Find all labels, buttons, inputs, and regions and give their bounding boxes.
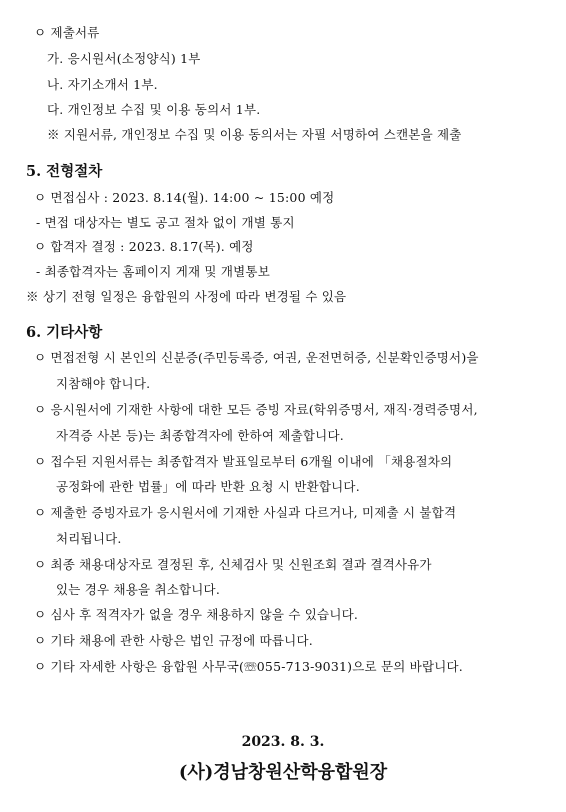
- section6-line-12: ㅇ 기타 채용에 관한 사항은 법인 규정에 따릅니다.: [34, 633, 313, 648]
- submission-note: ※ 지원서류, 개인정보 수집 및 이용 동의서는 자필 서명하여 스캔본을 제출: [47, 127, 462, 142]
- section6-line-6: 공정화에 관한 법률」에 따라 반환 요청 시 반환합니다.: [56, 479, 360, 494]
- section5-line-1: ㅇ 면접심사 : 2023. 8.14(월). 14:00 ~ 15:00 예정: [34, 190, 335, 205]
- section6-line-11: ㅇ 심사 후 적격자가 없을 경우 채용하지 않을 수 있습니다.: [34, 607, 359, 622]
- section5-heading: 5. 전형절차: [26, 163, 103, 180]
- submission-item-1: 가. 응시원서(소정양식) 1부: [47, 51, 201, 66]
- section6-line-4: 자격증 사본 등)는 최종합격자에 한하여 제출합니다.: [56, 428, 344, 443]
- section6-line-7: ㅇ 제출한 증빙자료가 응시원서에 기재한 사실과 다르거나, 미제출 시 불합격: [34, 505, 457, 520]
- section6-line-5: ㅇ 접수된 지원서류는 최종합격자 발표일로부터 6개월 이내에 「채용절차의: [34, 454, 453, 469]
- section6-line-2: 지참해야 합니다.: [56, 376, 151, 391]
- section5-line-4: - 최종합격자는 홈페이지 게재 및 개별통보: [36, 264, 270, 279]
- section5-line-2: - 면접 대상자는 별도 공고 절차 없이 개별 통지: [36, 215, 295, 230]
- section5-note: ※ 상기 전형 일정은 융합원의 사정에 따라 변경될 수 있음: [26, 289, 347, 304]
- section6-line-8: 처리됩니다.: [56, 531, 122, 546]
- section5-line-3: ㅇ 합격자 결정 : 2023. 8.17(목). 예정: [34, 239, 254, 254]
- organization-name: (사)경남창원산학융합원장: [178, 762, 388, 783]
- section6-line-10: 있는 경우 채용을 취소합니다.: [56, 582, 220, 597]
- submission-item-3: 다. 개인정보 수집 및 이용 동의서 1부.: [47, 102, 261, 117]
- submission-title: ㅇ 제출서류: [34, 25, 100, 40]
- submission-item-2: 나. 자기소개서 1부.: [47, 77, 158, 92]
- notice-date: 2023. 8. 3.: [241, 734, 325, 750]
- section6-line-3: ㅇ 응시원서에 기재한 사항에 대한 모든 증빙 자료(학위증명서, 재직·경력증명서,: [34, 402, 478, 417]
- section6-line-1: ㅇ 면접전형 시 본인의 신분증(주민등록증, 여권, 운전면허증, 신분확인증명서)을: [34, 350, 479, 365]
- section6-line-13: ㅇ 기타 자세한 사항은 융합원 사무국(☏055-713-9031)으로 문의 바랍니다.: [34, 659, 463, 674]
- section6-heading: 6. 기타사항: [26, 324, 103, 341]
- section6-line-9: ㅇ 최종 채용대상자로 결정된 후, 신체검사 및 신원조회 결과 결격사유가: [34, 557, 432, 572]
